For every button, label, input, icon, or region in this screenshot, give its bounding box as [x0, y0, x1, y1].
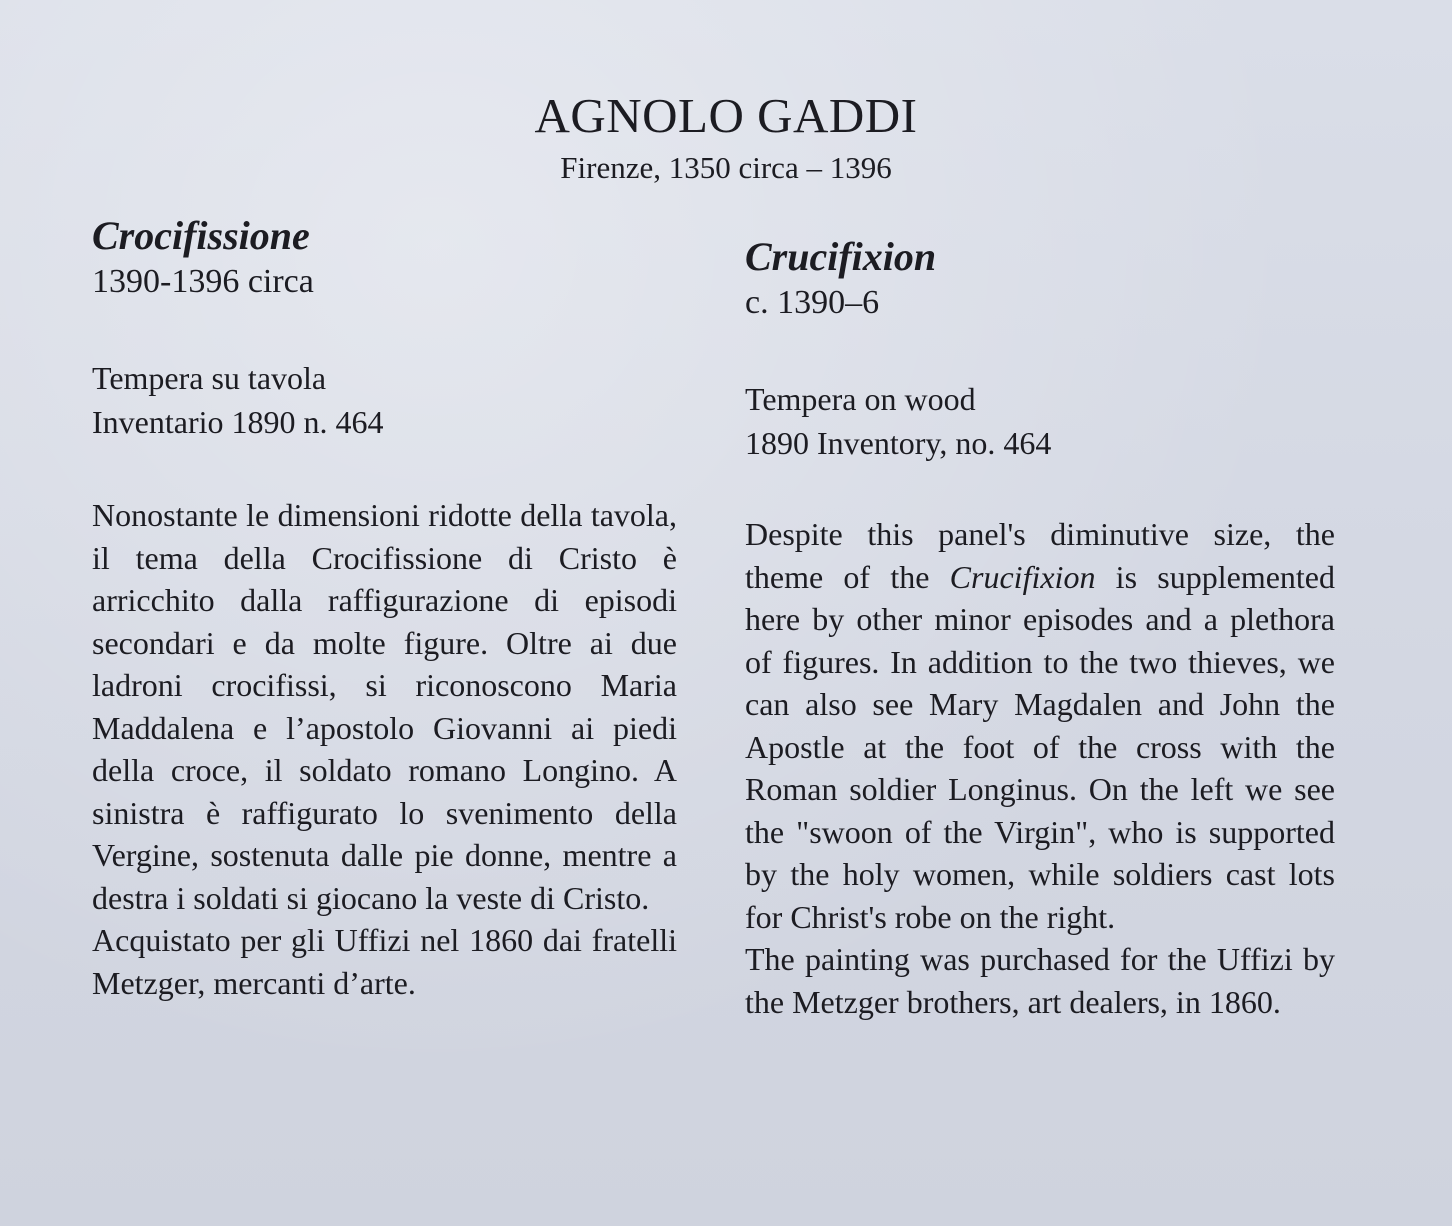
italian-paragraph-2: Acquistato per gli Uffizi nel 1860 dai fratelli Metzger, mercanti d’arte. [92, 922, 677, 1001]
label-header [0, 86, 1452, 188]
italian-technique: Tempera su tavola [92, 360, 327, 396]
english-paragraph-1-start: Despite this panel's diminutive size, the theme of the [745, 516, 1335, 595]
english-paragraph-1-end: is supplemented here by other minor episodes and a plethora of figures. In addition to the two thieves, we can also see Mary Magdalen and John the Apostle at the foot of the cross with the Roman soldier Longinus. On the left we see the "swoon of the Virgin", who is supported by the holy women, while soldiers cast lots for Christ's robe on the right. [745, 558, 1336, 935]
english-date: c. 1390–6 [745, 284, 880, 321]
english-paragraph-1-italic: Crucifixion [949, 558, 1096, 595]
english-column [745, 233, 1335, 1023]
artist-name: AGNOLO GADDI [534, 88, 918, 143]
english-paragraph-2: The painting was purchased for the Uffizi by the Metzger brothers, art dealers, in 1860. [745, 941, 1335, 1020]
english-inventory: 1890 Inventory, no. 464 [745, 425, 1052, 461]
english-technique-block [745, 377, 1335, 465]
italian-column [92, 212, 677, 1004]
italian-date: 1390-1396 circa [92, 263, 314, 300]
italian-description [92, 494, 677, 1004]
italian-title: Crocifissione [92, 213, 310, 258]
english-description [745, 513, 1335, 1023]
italian-inventory: Inventario 1890 n. 464 [92, 404, 384, 440]
english-title: Crucifixion [745, 234, 937, 279]
english-paragraph-1 [745, 513, 1335, 938]
italian-technique-block [92, 356, 677, 444]
artist-dates: Firenze, 1350 circa – 1396 [560, 150, 892, 185]
italian-paragraph-1: Nonostante le dimensioni ridotte della tavola, il tema della Crocifissione di Cristo è arricchito dalla raffigurazione di episodi secondari e da molte figure. Oltre ai due ladroni crocifissi, si riconoscono Maria Maddalena e l’apostolo Giovanni ai piedi della croce, il soldato romano Longino. A sinistra è raffigurato lo svenimento della Vergine, sostenuta dalle pie donne, mentre a destra i soldati si giocano la veste di Cristo. [92, 497, 677, 916]
english-technique: Tempera on wood [745, 381, 976, 417]
